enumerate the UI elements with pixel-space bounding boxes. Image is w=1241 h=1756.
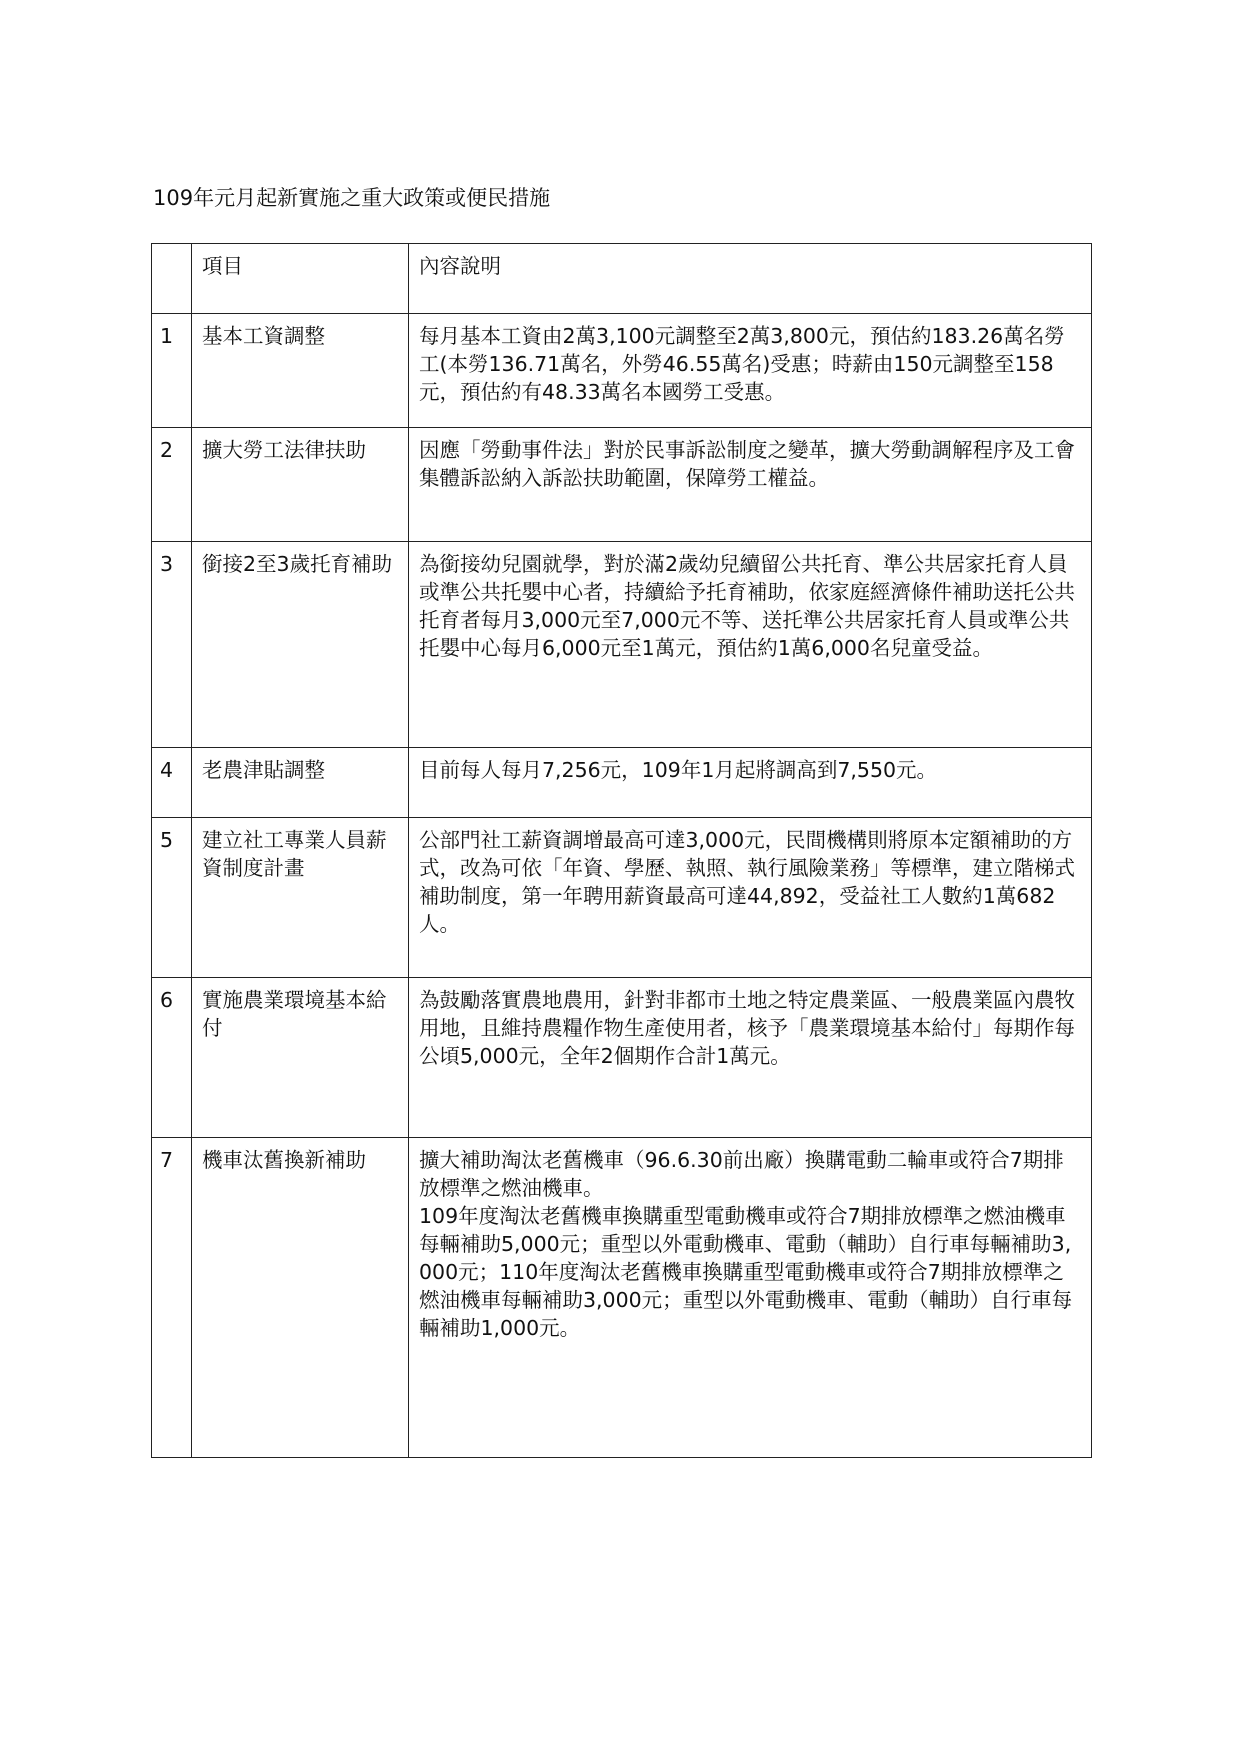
description-paragraph: 擴大補助淘汰老舊機車（96.6.30前出廠）換購電動二輪車或符合7期排放標準之燃油機車。	[419, 1148, 1064, 1200]
row-description	[409, 542, 1092, 748]
row-description	[409, 428, 1092, 542]
table-row	[152, 428, 1092, 542]
row-item: 基本工資調整	[192, 314, 409, 428]
row-item: 建立社工專業人員薪資制度計畫	[192, 818, 409, 978]
row-description	[409, 818, 1092, 978]
document-title: 109年元月起新實施之重大政策或便民措施	[153, 186, 551, 210]
row-description	[409, 1138, 1092, 1458]
row-number: 6	[152, 978, 192, 1138]
row-number: 4	[152, 748, 192, 818]
row-item: 擴大勞工法律扶助	[192, 428, 409, 542]
row-description	[409, 748, 1092, 818]
policy-table	[151, 243, 1092, 1458]
row-number: 3	[152, 542, 192, 748]
header-number	[152, 244, 192, 314]
table-row	[152, 978, 1092, 1138]
row-item: 實施農業環境基本給付	[192, 978, 409, 1138]
description-paragraph: 為銜接幼兒園就學，對於滿2歲幼兒續留公共托育、準公共居家托育人員或準公共托嬰中心者，持續給予托育補助，依家庭經濟條件補助送托公共托育者每月3,000元至7,000元不等、送托準公共居家托育人員或準公共托嬰中心每月6,000元至1萬元，預估約1萬6,000名兒童受益。	[419, 552, 1075, 660]
description-paragraph: 為鼓勵落實農地農用，針對非都市土地之特定農業區、一般農業區內農牧用地，且維持農糧作物生產使用者，核予「農業環境基本給付」每期作每公頃5,000元，全年2個期作合計1萬元。	[419, 988, 1075, 1068]
table-row	[152, 748, 1092, 818]
table-row	[152, 314, 1092, 428]
row-description	[409, 978, 1092, 1138]
row-item: 銜接2至3歲托育補助	[192, 542, 409, 748]
row-number: 2	[152, 428, 192, 542]
row-number: 7	[152, 1138, 192, 1458]
description-paragraph: 公部門社工薪資調增最高可達3,000元，民間機構則將原本定額補助的方式，改為可依「年資、學歷、執照、執行風險業務」等標準，建立階梯式補助制度，第一年聘用薪資最高可達44,892，受益社工人數約1萬682人。	[419, 828, 1075, 936]
table-row	[152, 542, 1092, 748]
description-paragraph: 每月基本工資由2萬3,100元調整至2萬3,800元，預估約183.26萬名勞工(本勞136.71萬名，外勞46.55萬名)受惠；時薪由150元調整至158元，預估約有48.33萬名本國勞工受惠。	[419, 324, 1065, 404]
description-paragraph: 109年度淘汰老舊機車換購重型電動機車或符合7期排放標準之燃油機車每輛補助5,000元；重型以外電動機車、電動（輔助）自行車每輛補助3,000元；110年度淘汰老舊機車換購重型電動機車或符合7期排放標準之燃油機車每輛補助3,000元；重型以外電動機車、電動（輔助）自行車每輛補助1,000元。	[419, 1204, 1073, 1340]
row-number: 5	[152, 818, 192, 978]
table-header-row	[152, 244, 1092, 314]
row-number: 1	[152, 314, 192, 428]
header-item: 項目	[192, 244, 409, 314]
row-description	[409, 314, 1092, 428]
row-item: 機車汰舊換新補助	[192, 1138, 409, 1458]
header-description: 內容說明	[409, 244, 1092, 314]
row-item: 老農津貼調整	[192, 748, 409, 818]
description-paragraph: 因應「勞動事件法」對於民事訴訟制度之變革，擴大勞動調解程序及工會集體訴訟納入訴訟扶助範圍，保障勞工權益。	[419, 438, 1075, 490]
table-row	[152, 1138, 1092, 1458]
table-row	[152, 818, 1092, 978]
description-paragraph: 目前每人每月7,256元，109年1月起將調高到7,550元。	[419, 758, 938, 782]
